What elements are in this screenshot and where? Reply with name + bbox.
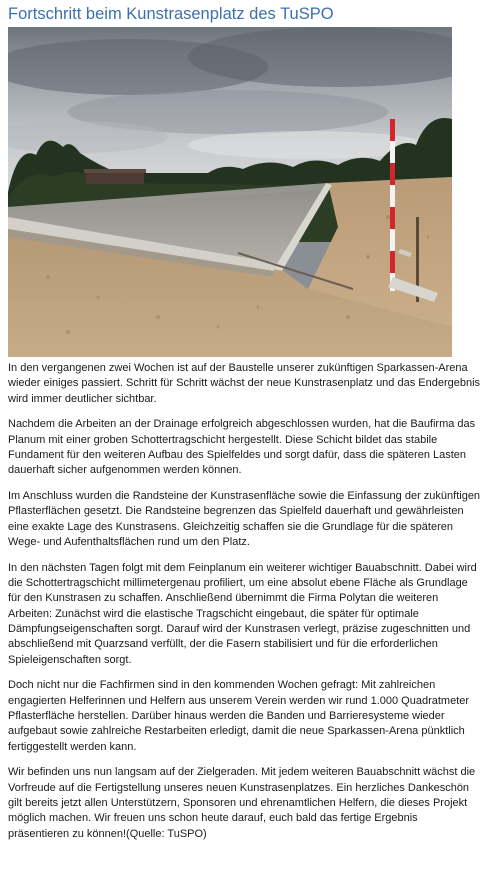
- article-paragraph: In den nächsten Tagen folgt mit dem Feinplanum ein weiterer wichtiger Bauabschnitt. Dabei wird die Schottertragschicht millimetergenau profiliert, um eine absolut ebene Fläche als Grundlage für den Kunstrasen zu schaffen. Anschließend übernimmt die Firma Polytan die weiteren Arbeiten: Zunächst wird die elastische Tragschicht eingebaut, die später für optimale Dämpfungseigenschaften sorgt. Darauf wird der Kunstrasen verlegt, präzise zugeschnitten und abschließend mit Quarzsand verfüllt, der die Fasern stabilisiert und für die erforderlichen Spieleigenschaften sorgt.: [8, 561, 477, 666]
- article-paragraph: Im Anschluss wurden die Randsteine der Kunstrasenfläche sowie die Einfassung der zukünftigen Pflasterflächen gesetzt. Die Randsteine begrenzen das Spielfeld dauerhaft und gewährleisten eine exakte Lage des Kunstrasens. Gleichzeitig schaffen sie die Grundlage für die späteren Wege- und Aufenthaltsflächen rund um den Platz.: [8, 490, 481, 548]
- article-paragraph: Wir befinden uns nun langsam auf der Zielgeraden. Mit jedem weiteren Bauabschnitt wächst die Vorfreude auf die Fertigstellung unseres neuen Kunstrasenplatzes. Ein herzliches Dankeschön gilt bereits jetzt allen Unterstützern, Sponsoren und ehrenamtlichen Helfern, die dieses Projekt möglich machen. Wir freuen uns schon heute darauf, euch bald das fertige Ergebnis präsentieren zu können!(Quelle: TuSPO): [8, 766, 476, 840]
- construction-site-photo: [8, 27, 452, 357]
- article-paragraph: Nachdem die Arbeiten an der Drainage erfolgreich abgeschlossen wurden, hat die Baufirma das Planum mit einer groben Schottertragschicht hergestellt. Diese Schicht bildet das stabile Fundament für den weiteren Aufbau des Spielfeldes und sorgt dafür, dass die späteren Lasten dauerhaft sicher aufgenommen werden können.: [8, 418, 476, 477]
- article-paragraph: Doch nicht nur die Fachfirmen sind in den kommenden Wochen gefragt: Mit zahlreichen engagierten Helferinnen und Helfern aus unserem Verein werden wir rund 1.000 Quadratmeter Pflasterfläche herstellen. Darüber hinaus werden die Banden und Barrieresysteme wieder aufgebaut sowie zahlreiche Restarbeiten erledigt, damit die neue Sparkassen-Arena pünktlich fertiggestellt werden kann.: [8, 679, 470, 753]
- article-paragraph: In den vergangenen zwei Wochen ist auf der Baustelle unserer zukünftigen Sparkassen-Arena wieder einiges passiert. Schritt für Schritt wächst der neue Kunstrasenplatz und das Endergebnis wird immer deutlicher sichtbar.: [8, 362, 481, 405]
- construction-site-illustration: [8, 27, 452, 357]
- article-title: Fortschritt beim Kunstrasenplatz des TuSPO: [8, 5, 334, 23]
- article-body: [8, 361, 485, 842]
